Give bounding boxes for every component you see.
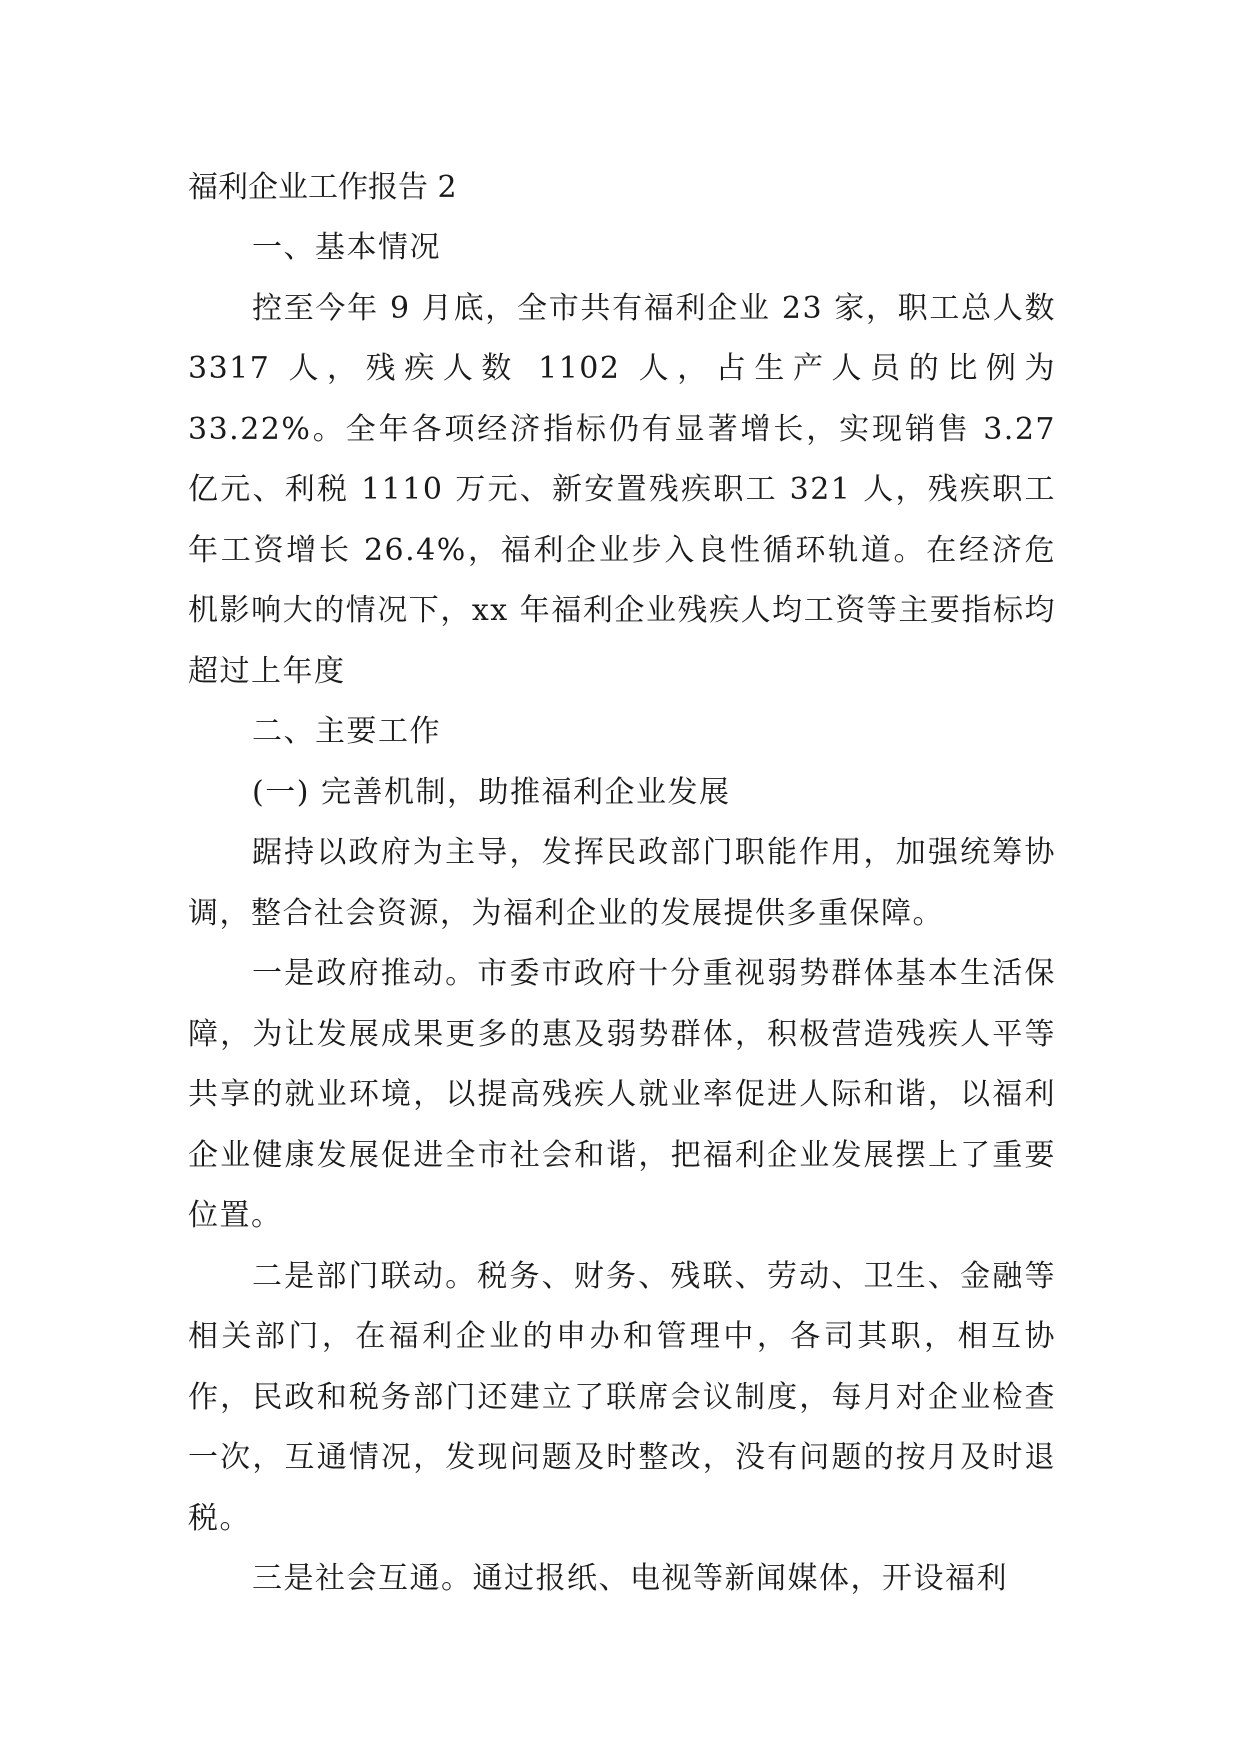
- section-heading-basic: 一、基本情况: [252, 230, 441, 265]
- document-page: [188, 158, 1056, 1610]
- paragraph-mechanism: 踞持以政府为主导，发挥民政部门职能作用，加强统筹协调，整合社会资源，为福利企业的发展提供多重保障。: [188, 835, 1056, 931]
- paragraph-basic-situation: 控至今年 9 月底，全市共有福利企业 23 家，职工总人数 3317 人，残疾人数 1102 人，占生产人员的比例为 33.22%。全年各项经济指标仍有显著增长，实现销售 3.27 亿元、利税 1110 万元、新安置残疾职工 321 人，残疾职工年工资增长 26.4%，福利企业步入良性循环轨道。在经济危机影响大的情况下，xx 年福利企业残疾人均工资等主要指标均超过上年度: [188, 290, 1056, 689]
- paragraph-society: 三是社会互通。通过报纸、电视等新闻媒体，开设福利: [252, 1561, 1008, 1596]
- paragraph-government: 一是政府推动。市委市政府十分重视弱势群体基本生活保障，为让发展成果更多的惠及弱势群体，积极营造残疾人平等共享的就业环境，以提高残疾人就业率促进人际和谐，以福利企业健康发展促进全市社会和谐，把福利企业发展摆上了重要位置。: [188, 956, 1056, 1233]
- document-title: 福利企业工作报告 2: [188, 170, 457, 205]
- subsection-heading: (一) 完善机制，助推福利企业发展: [252, 774, 731, 810]
- paragraph-departments: 二是部门联动。税务、财务、残联、劳动、卫生、金融等相关部门，在福利企业的申办和管理中，各司其职，相互协作，民政和税务部门还建立了联席会议制度，每月对企业检查一次，互通情况，发现问题及时整改，没有问题的按月及时退税。: [188, 1258, 1056, 1536]
- section-heading-main-work: 二、主要工作: [252, 714, 441, 749]
